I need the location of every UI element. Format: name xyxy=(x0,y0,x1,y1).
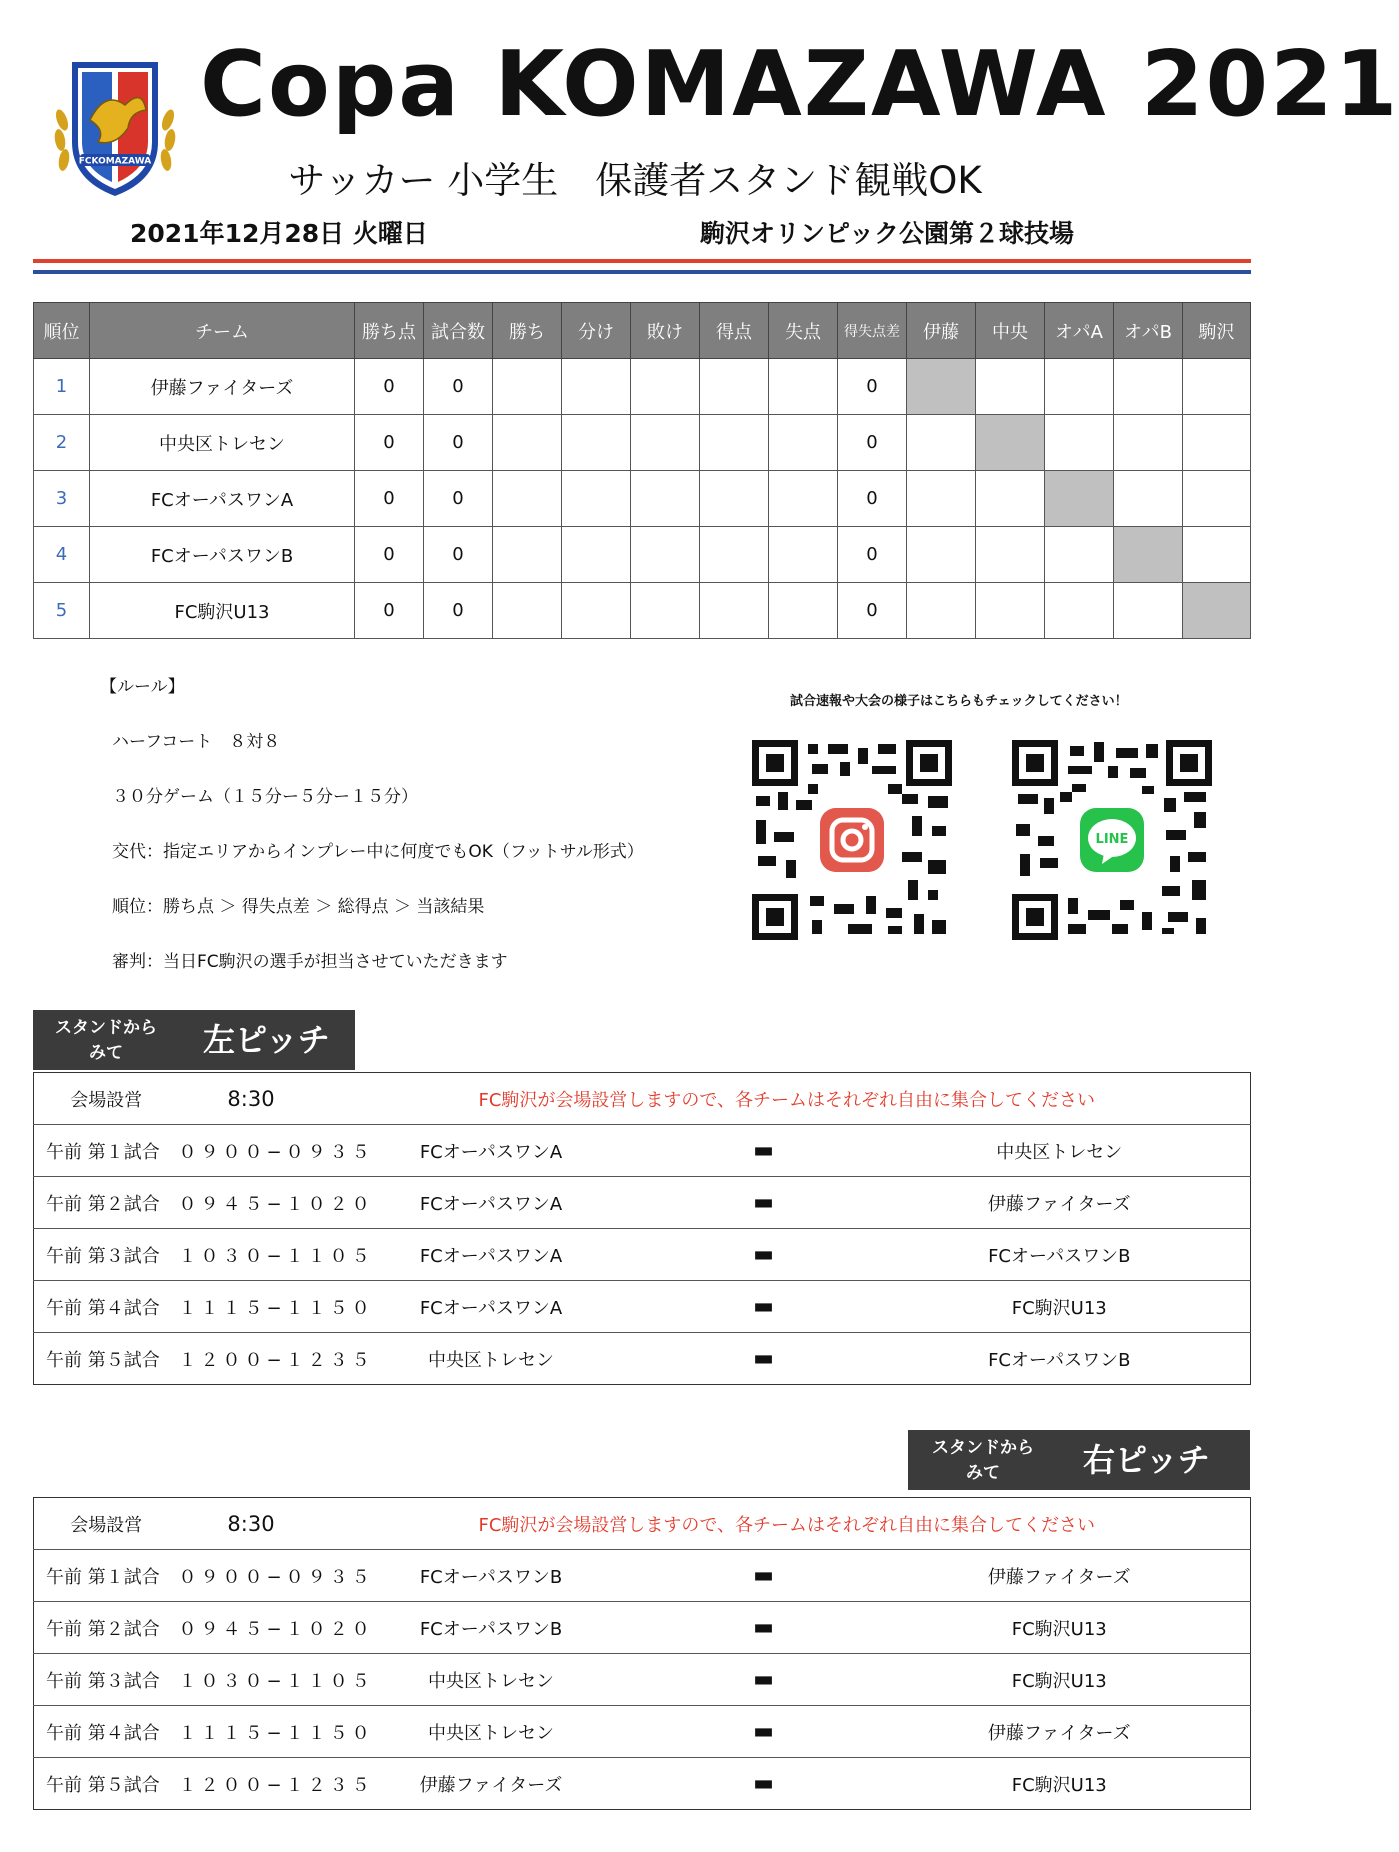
goal-diff-cell: 0 xyxy=(838,583,907,639)
losses-cell xyxy=(631,583,700,639)
standings-header-row xyxy=(34,303,1251,359)
match-slot: 午前 第４試合 xyxy=(34,1281,179,1333)
table-row xyxy=(34,1125,1251,1177)
team-cell: 中央区トレセン xyxy=(90,415,355,471)
home-team: 中央区トレセン xyxy=(324,1654,659,1706)
match-time: １２００−１２３５ xyxy=(179,1758,324,1810)
match-time: １１１５−１１５０ xyxy=(179,1281,324,1333)
result-cell xyxy=(1045,359,1114,415)
vs-dash: ▬ xyxy=(659,1550,869,1602)
rank-cell: 3 xyxy=(34,471,90,527)
standings-table xyxy=(33,302,1251,639)
line-qr-code[interactable] xyxy=(1012,740,1212,940)
col-header-vs-komazawa: 駒沢 xyxy=(1183,303,1251,359)
logo-text: FCKOMAZAWA xyxy=(78,156,152,167)
table-row xyxy=(34,1281,1251,1333)
setup-row xyxy=(34,1073,1251,1125)
self-match-cell xyxy=(976,415,1045,471)
goals-for-cell xyxy=(700,471,769,527)
home-team: FCオーパスワンA xyxy=(324,1229,659,1281)
rule-item: ハーフコート ８対８ xyxy=(112,732,281,752)
header-stripe-blue xyxy=(33,270,1251,274)
setup-row xyxy=(34,1498,1251,1550)
vs-dash: ▬ xyxy=(659,1281,869,1333)
away-team: 伊藤ファイターズ xyxy=(869,1706,1251,1758)
draws-cell xyxy=(562,527,631,583)
match-time: １２００−１２３５ xyxy=(179,1333,324,1385)
match-time: ０９４５−１０２０ xyxy=(179,1602,324,1654)
points-cell: 0 xyxy=(355,359,424,415)
match-slot: 午前 第２試合 xyxy=(34,1177,179,1229)
losses-cell xyxy=(631,415,700,471)
home-team: FCオーパスワンB xyxy=(324,1550,659,1602)
result-cell xyxy=(907,583,976,639)
away-team: FCオーパスワンB xyxy=(869,1333,1251,1385)
col-header-draws: 分け xyxy=(562,303,631,359)
col-header-points: 勝ち点 xyxy=(355,303,424,359)
result-cell xyxy=(1183,527,1251,583)
games-cell: 0 xyxy=(424,471,493,527)
vs-dash: ▬ xyxy=(659,1602,869,1654)
away-team: FC駒沢U13 xyxy=(869,1758,1251,1810)
rules-title: 【ルール】 xyxy=(100,677,185,697)
points-cell: 0 xyxy=(355,415,424,471)
col-header-team: チーム xyxy=(90,303,355,359)
table-row xyxy=(34,1706,1251,1758)
event-date: 2021年12月28日 火曜日 xyxy=(130,219,428,248)
match-slot: 午前 第４試合 xyxy=(34,1706,179,1758)
goals-for-cell xyxy=(700,359,769,415)
goals-for-cell xyxy=(700,527,769,583)
setup-label: 会場設営 xyxy=(70,1089,143,1111)
goal-diff-cell: 0 xyxy=(838,471,907,527)
rank-cell: 2 xyxy=(34,415,90,471)
setup-label: 会場設営 xyxy=(70,1514,143,1536)
rank-cell: 1 xyxy=(34,359,90,415)
match-slot: 午前 第３試合 xyxy=(34,1654,179,1706)
wins-cell xyxy=(493,527,562,583)
match-time: １０３０−１１０５ xyxy=(179,1229,324,1281)
col-header-vs-chuo: 中央 xyxy=(976,303,1045,359)
vs-dash: ▬ xyxy=(659,1125,869,1177)
match-slot: 午前 第３試合 xyxy=(34,1229,179,1281)
col-header-vs-opus-b: オパB xyxy=(1114,303,1183,359)
club-crest-logo xyxy=(50,50,180,200)
instagram-qr-code[interactable] xyxy=(752,740,952,940)
table-row xyxy=(34,415,1251,471)
result-cell xyxy=(976,527,1045,583)
home-team: FCオーパスワンA xyxy=(324,1125,659,1177)
vs-dash: ▬ xyxy=(659,1229,869,1281)
header-stripe-red xyxy=(33,259,1251,263)
header-stripe-white xyxy=(33,266,1251,268)
match-slot: 午前 第２試合 xyxy=(34,1602,179,1654)
match-time: １１１５−１１５０ xyxy=(179,1706,324,1758)
table-row xyxy=(34,527,1251,583)
team-cell: FC駒沢U13 xyxy=(90,583,355,639)
result-cell xyxy=(1114,415,1183,471)
left-pitch-label xyxy=(33,1010,355,1070)
result-cell xyxy=(1183,415,1251,471)
vs-dash: ▬ xyxy=(659,1706,869,1758)
table-row xyxy=(34,1550,1251,1602)
match-time: ０９００−０９３５ xyxy=(179,1125,324,1177)
games-cell: 0 xyxy=(424,527,493,583)
setup-time: 8:30 xyxy=(227,1086,275,1111)
self-match-cell xyxy=(1114,527,1183,583)
rule-item: 順位：勝ち点 ＞ 得失点差 ＞ 総得点 ＞ 当該結果 xyxy=(112,897,485,917)
table-row xyxy=(34,1229,1251,1281)
table-row xyxy=(34,1177,1251,1229)
goals-against-cell xyxy=(769,359,838,415)
result-cell xyxy=(1045,527,1114,583)
self-match-cell xyxy=(907,359,976,415)
match-time: ０９００−０９３５ xyxy=(179,1550,324,1602)
result-cell xyxy=(907,415,976,471)
draws-cell xyxy=(562,415,631,471)
losses-cell xyxy=(631,527,700,583)
rank-cell: 4 xyxy=(34,527,90,583)
away-team: FC駒沢U13 xyxy=(869,1602,1251,1654)
result-cell xyxy=(976,359,1045,415)
wins-cell xyxy=(493,583,562,639)
team-cell: FCオーパスワンB xyxy=(90,527,355,583)
wins-cell xyxy=(493,415,562,471)
left-pitch-schedule xyxy=(33,1072,1251,1385)
match-time: ０９４５−１０２０ xyxy=(179,1177,324,1229)
setup-note: FC駒沢が会場設営しますので、各チームはそれぞれ自由に集合してください xyxy=(478,1089,1096,1111)
match-slot: 午前 第１試合 xyxy=(34,1550,179,1602)
wins-cell xyxy=(493,359,562,415)
points-cell: 0 xyxy=(355,527,424,583)
home-team: FCオーパスワンA xyxy=(324,1281,659,1333)
home-team: 中央区トレセン xyxy=(324,1333,659,1385)
table-row xyxy=(34,471,1251,527)
rule-item: 審判：当日FC駒沢の選手が担当させていただきます xyxy=(112,952,508,972)
goals-for-cell xyxy=(700,583,769,639)
team-cell: FCオーパスワンA xyxy=(90,471,355,527)
col-header-wins: 勝ち xyxy=(493,303,562,359)
home-team: FCオーパスワンB xyxy=(324,1602,659,1654)
wins-cell xyxy=(493,471,562,527)
right-pitch-label xyxy=(908,1430,1250,1490)
result-cell xyxy=(1183,359,1251,415)
points-cell: 0 xyxy=(355,471,424,527)
games-cell: 0 xyxy=(424,359,493,415)
home-team: 中央区トレセン xyxy=(324,1706,659,1758)
draws-cell xyxy=(562,359,631,415)
tournament-subtitle: サッカー 小学生 保護者スタンド観戦OK xyxy=(288,159,982,202)
games-cell: 0 xyxy=(424,415,493,471)
event-venue: 駒沢オリンピック公園第２球技場 xyxy=(700,219,1075,248)
match-slot: 午前 第５試合 xyxy=(34,1758,179,1810)
result-cell xyxy=(907,471,976,527)
setup-time: 8:30 xyxy=(227,1511,275,1536)
home-team: FCオーパスワンA xyxy=(324,1177,659,1229)
table-row xyxy=(34,1654,1251,1706)
social-caption: 試合速報や大会の様子はこちらもチェックしてください！ xyxy=(790,694,1128,709)
games-cell: 0 xyxy=(424,583,493,639)
result-cell xyxy=(907,527,976,583)
match-slot: 午前 第１試合 xyxy=(34,1125,179,1177)
table-row xyxy=(34,1333,1251,1385)
goals-against-cell xyxy=(769,471,838,527)
rank-cell: 5 xyxy=(34,583,90,639)
draws-cell xyxy=(562,583,631,639)
vs-dash: ▬ xyxy=(659,1758,869,1810)
tournament-title: Copa KOMAZAWA 2021 xyxy=(200,32,1399,137)
line-logo-text: LINE xyxy=(1095,832,1129,847)
goals-against-cell xyxy=(769,527,838,583)
right-pitch-schedule xyxy=(33,1497,1251,1810)
goals-for-cell xyxy=(700,415,769,471)
col-header-vs-opus-a: オパA xyxy=(1045,303,1114,359)
stand-view-label: スタンドから みて xyxy=(932,1438,1034,1483)
col-header-games: 試合数 xyxy=(424,303,493,359)
table-row xyxy=(34,1602,1251,1654)
rule-item: 交代：指定エリアからインプレー中に何度でもOK（フットサル形式） xyxy=(112,842,644,862)
col-header-goals-against: 失点 xyxy=(769,303,838,359)
result-cell xyxy=(1114,359,1183,415)
pitch-name: 左ピッチ xyxy=(203,1021,330,1059)
match-time: １０３０−１１０５ xyxy=(179,1654,324,1706)
pitch-name: 右ピッチ xyxy=(1083,1441,1210,1479)
points-cell: 0 xyxy=(355,583,424,639)
col-header-goals-for: 得点 xyxy=(700,303,769,359)
col-header-vs-ito: 伊藤 xyxy=(907,303,976,359)
losses-cell xyxy=(631,471,700,527)
away-team: 中央区トレセン xyxy=(869,1125,1251,1177)
table-row xyxy=(34,359,1251,415)
home-team: 伊藤ファイターズ xyxy=(324,1758,659,1810)
result-cell xyxy=(1045,583,1114,639)
match-slot: 午前 第５試合 xyxy=(34,1333,179,1385)
goals-against-cell xyxy=(769,415,838,471)
goals-against-cell xyxy=(769,583,838,639)
away-team: 伊藤ファイターズ xyxy=(869,1177,1251,1229)
stand-view-label: スタンドから みて xyxy=(55,1018,157,1063)
self-match-cell xyxy=(1183,583,1251,639)
away-team: FC駒沢U13 xyxy=(869,1654,1251,1706)
result-cell xyxy=(1183,471,1251,527)
vs-dash: ▬ xyxy=(659,1333,869,1385)
losses-cell xyxy=(631,359,700,415)
result-cell xyxy=(1045,415,1114,471)
away-team: FCオーパスワンB xyxy=(869,1229,1251,1281)
col-header-rank: 順位 xyxy=(34,303,90,359)
team-cell: 伊藤ファイターズ xyxy=(90,359,355,415)
rule-item: ３０分ゲーム（１５分ー５分ー１５分） xyxy=(112,787,418,807)
result-cell xyxy=(976,471,1045,527)
goal-diff-cell: 0 xyxy=(838,415,907,471)
col-header-goal-diff: 得失点差 xyxy=(838,303,907,359)
away-team: 伊藤ファイターズ xyxy=(869,1550,1251,1602)
vs-dash: ▬ xyxy=(659,1654,869,1706)
result-cell xyxy=(1114,471,1183,527)
setup-note: FC駒沢が会場設営しますので、各チームはそれぞれ自由に集合してください xyxy=(478,1514,1096,1536)
goal-diff-cell: 0 xyxy=(838,527,907,583)
table-row xyxy=(34,583,1251,639)
draws-cell xyxy=(562,471,631,527)
result-cell xyxy=(1114,583,1183,639)
table-row xyxy=(34,1758,1251,1810)
result-cell xyxy=(976,583,1045,639)
goal-diff-cell: 0 xyxy=(838,359,907,415)
col-header-losses: 敗け xyxy=(631,303,700,359)
vs-dash: ▬ xyxy=(659,1177,869,1229)
self-match-cell xyxy=(1045,471,1114,527)
away-team: FC駒沢U13 xyxy=(869,1281,1251,1333)
